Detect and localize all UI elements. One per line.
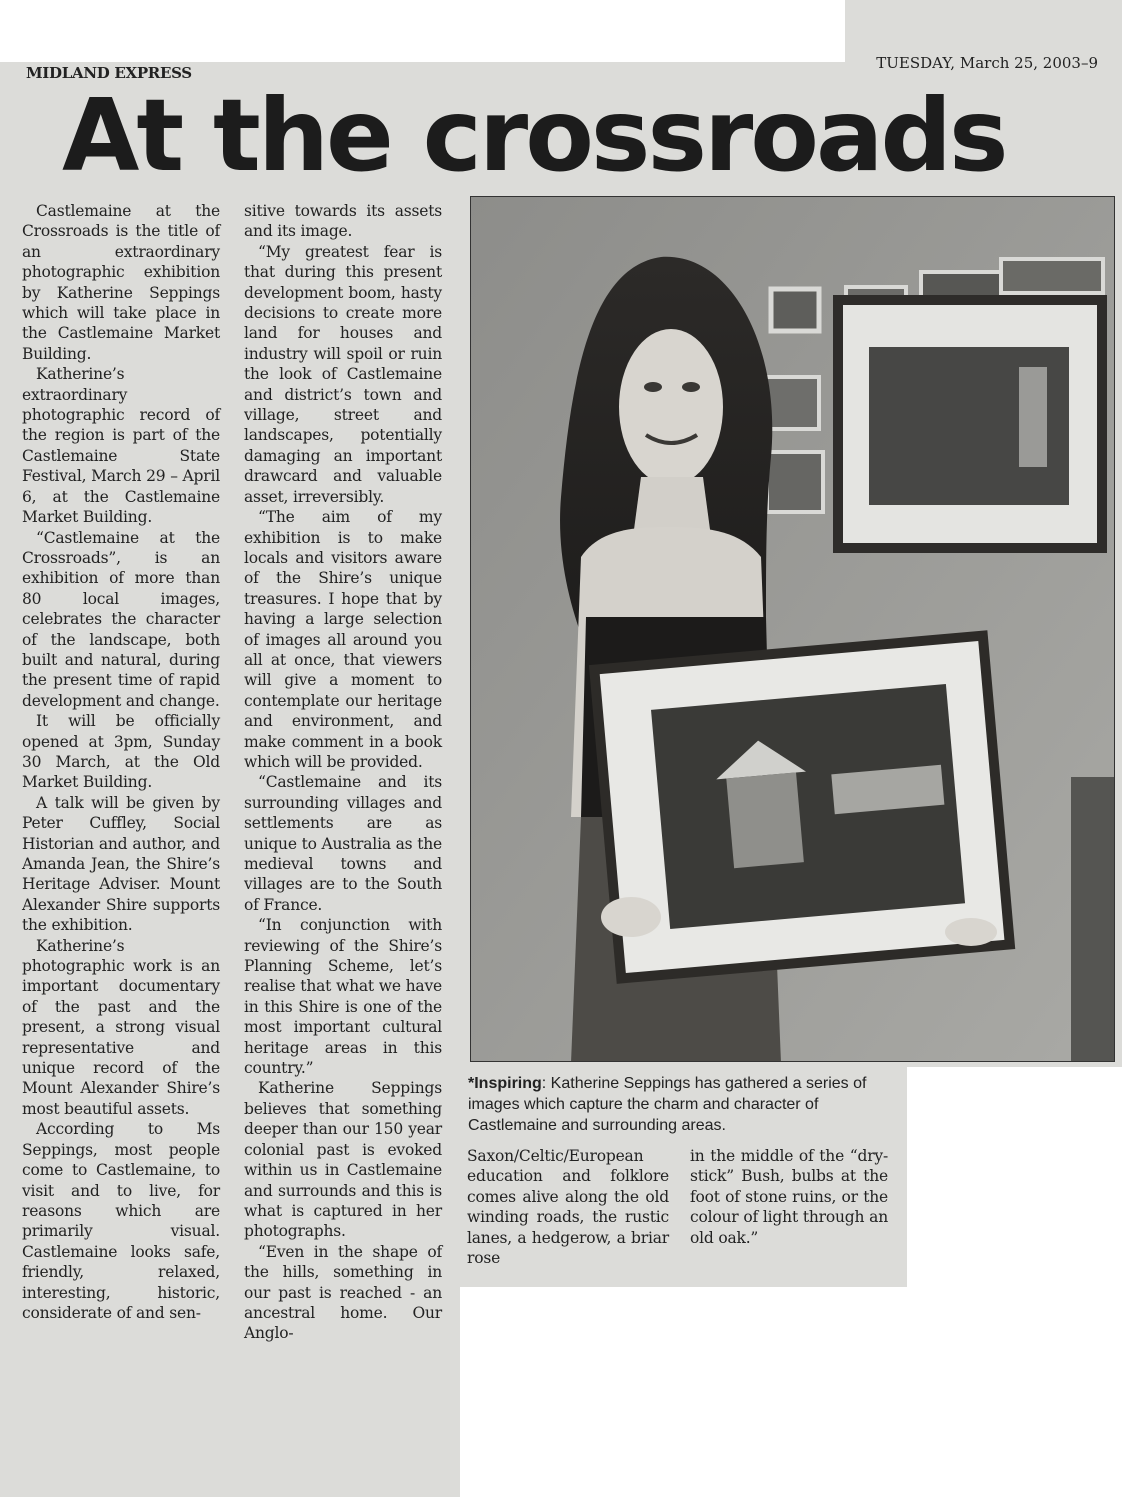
paragraph: “In conjunction with reviewing of the Shire’s Planning Scheme, let’s realise that what we have in this Shire is one of the most important cultural heritage areas in this country.” [244, 916, 442, 1078]
article-column-1 [22, 201, 220, 1323]
photo-katherine-seppings [470, 196, 1115, 1062]
photo-caption [468, 1073, 896, 1136]
caption-label: *Inspiring [468, 1075, 542, 1092]
paragraph: Castlemaine at the Crossroads is the title of an extraordinary photographic exhibition by Katherine Seppings which will take place in the Castlemaine Market Building. [22, 202, 220, 363]
paragraph: According to Ms Seppings, most people come to Castlemaine, to visit and to live, for reasons which are primarily visual. Castlemaine looks safe, friendly, relaxed, interesting, historic, considerate of and sen- [22, 1120, 220, 1322]
paragraph: “Castlemaine at the Crossroads”, is an exhibition of more than 80 local images, celebrates the character of the landscape, both built and natural, during the present time of rapid development and change. [22, 528, 220, 710]
paragraph: “Even in the shape of the hills, something in our past is reached - an ancestral home. Our Anglo- [244, 1242, 442, 1343]
dateline: TUESDAY, March 25, 2003–9 [876, 54, 1098, 72]
paragraph: Katherine Seppings believes that something deeper than our 150 year colonial past is evoked within us in Castlemaine and surrounds and this is what is captured in her photographs. [244, 1079, 442, 1241]
paragraph: It will be officially opened at 3pm, Sunday 30 March, at the Old Market Building. [22, 712, 220, 792]
paragraph: “The aim of my exhibition is to make locals and visitors aware of the Shire’s unique treasures. I hope that by having a large selection of images all around you all at once, that viewers will give a moment to contemplate our heritage and environment, and make comment in a book which will be provided. [244, 508, 442, 771]
paragraph: Saxon/Celtic/European education and folklore comes alive along the old winding roads, the rustic lanes, a hedgerow, a briar rose [467, 1147, 669, 1268]
photo-illustration [471, 197, 1115, 1062]
paragraph: in the middle of the “dry-stick” Bush, bulbs at the foot of stone ruins, or the colour of light through an old oak.” [690, 1147, 888, 1247]
caption-text: : Katherine Seppings has gathered a series of images which capture the charm and character of Castlemaine and surrounding areas. [468, 1075, 867, 1134]
paragraph: “My greatest fear is that during this present development boom, hasty decisions to create more land for houses and industry will spoil or ruin the look of Castlemaine and district’s town and village, street and landscapes, potentially damaging an important drawcard and valuable asset, irreversibly. [244, 242, 442, 506]
article-column-2 [244, 201, 442, 1344]
masthead: MIDLAND EXPRESS [26, 64, 192, 82]
paragraph: Katherine’s extraordinary photographic record of the region is part of the Castlemaine State Festival, March 29 – April 6, at the Castlemaine Market Building. [22, 365, 220, 527]
article-column-3 [467, 1146, 669, 1268]
headline: At the crossroads [62, 77, 1006, 194]
paragraph: “Castlemaine and its surrounding villages and settlements are as unique to Australia as the medieval towns and villages are to the South of France. [244, 773, 442, 914]
paragraph: sitive towards its assets and its image. [244, 202, 442, 241]
article-column-4 [690, 1146, 888, 1248]
scan-margin-top [0, 0, 845, 62]
paragraph: Katherine’s photographic work is an important documentary of the past and the present, a strong visual representative and unique record of the Mount Alexander Shire’s most beautiful assets. [22, 936, 220, 1118]
paragraph: A talk will be given by Peter Cuffley, Social Historian and author, and Amanda Jean, the Shire’s Heritage Adviser. Mount Alexander Shire supports the exhibition. [22, 793, 220, 935]
scan-margin-bottom [460, 1287, 1122, 1497]
